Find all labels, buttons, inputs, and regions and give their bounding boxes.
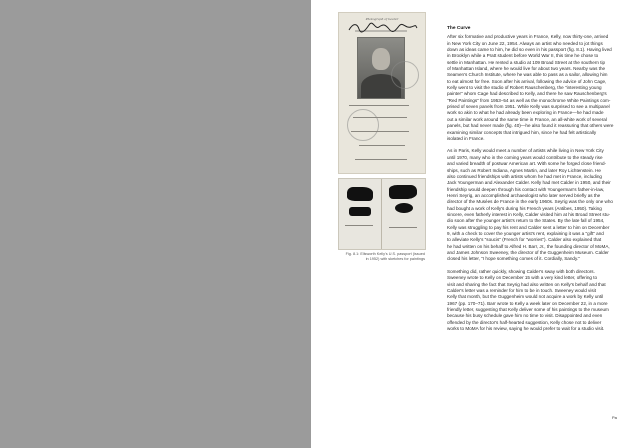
text-line: of Manhattan Island, where he would live for about two years. Nearby was the — [447, 66, 606, 72]
scribble-line — [389, 227, 417, 228]
paragraph — [447, 269, 620, 332]
text-line: and James Johnson Sweeney, the director of the Guggenheim Museum. Calder — [447, 249, 609, 255]
text-line: had bought a work of Kelly's during his French years (Antibes, 1950). Taking — [447, 205, 602, 211]
sketch-shape — [347, 187, 373, 201]
text-line: panels, but had never made (fig. 40)—he also found it reassuring that others were — [447, 123, 614, 129]
text-line: out a similar work around the same time in France, an all-white work of several — [447, 116, 607, 122]
text-line: Sweeney wrote to Kelly on December 15 with a very kind letter, offering to — [447, 275, 598, 281]
stamp-icon — [347, 109, 379, 141]
page-gutter — [381, 179, 382, 249]
text-line: examining similar concepts that intrigued him, since he had felt artistically — [447, 129, 597, 135]
text-line: he had written on his behalf to Alfred H. Barr, Jr., the founding director of MoMA, — [447, 243, 610, 249]
scribble-line — [351, 131, 409, 132]
text-line: to eat almost for free. Soon after his arrival, following the advice of John Cage, — [447, 78, 607, 84]
text-line: Kelly was struggling to pay his rent and Calder sent a letter to him on December — [447, 224, 610, 230]
text-line: sincere, even fatherly interest in Kelly, Calder visited him at his Broad Street stu- — [447, 211, 611, 217]
text-line: to alleviate Kelly's "soucis" (French for "worries"). Calder also explained that — [447, 237, 602, 243]
face — [372, 48, 390, 70]
text-line: Seamen's Church Institute, where he was able to pass as a sailor, allowing him — [447, 72, 608, 78]
sketch-shape — [349, 207, 371, 216]
text-line: closed his letter, "I hope something comes of it. Cordially, Sandy." — [447, 256, 580, 262]
text-line: painter" whom Cage had described to Kelly, and there he saw Rauschenberg's — [447, 91, 607, 97]
text-line: friendship would deepen through his contact with Youngerman's father-in-law, — [447, 186, 605, 192]
paragraph — [447, 34, 620, 142]
scribble-line — [359, 145, 405, 146]
figure-caption — [323, 252, 425, 262]
scribble-line — [353, 117, 407, 118]
passport-header: Photograph of bearer — [365, 17, 399, 21]
text-line: because his busy schedule gave him no time to visit. Disappointed and even — [447, 313, 603, 319]
page-number: Pa — [612, 415, 617, 420]
figure-caption-line: Fig. 8.1: Ellsworth Kelly's U.S. passport (issued — [345, 252, 425, 256]
text-line: until 1970, many who in the coming years would contribute to the steady rise — [447, 154, 603, 160]
book-page — [311, 0, 620, 448]
text-line: 1967 (pp. 170–71). Barr wrote to Kelly a week later on December 22, in a more — [447, 300, 608, 306]
text-line: Jack Youngerman and Alexander Calder. Kelly had met Calder in 1950, and their — [447, 180, 611, 186]
paragraph — [447, 148, 620, 262]
text-line: dio soon after the younger artist's return to the States. By the late fall of 1954, — [447, 218, 605, 224]
seal-icon — [391, 61, 419, 89]
text-line: visit and sharing the fact that Seyrig had also written on Kelly's behalf and that — [447, 281, 606, 287]
scribble-line — [355, 159, 407, 160]
text-line: "Red Paintings" from 1953–54 as well as the monochrome White Paintings com- — [447, 97, 611, 103]
text-line: ships, such as Robert Indiana, Agnes Martin, and later Roy Lichtenstein. He — [447, 167, 601, 173]
scribble-line — [345, 225, 373, 226]
text-line: 9, with a check to cover the younger artist's rent, explaining it was a "gift" and — [447, 230, 604, 236]
text-line: director of the Musées de France in the early 1960s. Seyrig was the only one who — [447, 199, 613, 205]
figure-caption-line: in 1952) with sketches for paintings — [365, 257, 425, 261]
sketch-shape — [395, 203, 413, 213]
text-line: works to MoMA for his review, saying he would prefer to wait for a studio visit. — [447, 326, 605, 332]
text-line: offended by the director's half-hearted suggestion, Kelly chose not to deliver — [447, 319, 602, 325]
sketch-shape — [389, 185, 417, 199]
text-line: Calder's letter was a reminder for him to be in touch. Sweeney would visit — [447, 288, 596, 293]
passport-sketch-page — [338, 178, 426, 250]
text-line: friendly letter, suggesting that Kelly deliver some of his paintings to the museum — [447, 307, 609, 313]
text-line: work so akin to what he had already been exploring in France—he had made — [447, 110, 604, 116]
text-line: After six formative and productive years in France, Kelly, now thirty-one, arrived — [447, 34, 609, 40]
text-line: Something did, rather quickly, showing Calder's sway with both directors. — [447, 268, 595, 274]
text-line: down as ideas came to him, he did so even in his passport (fig. 8.1). Having lived — [447, 47, 612, 53]
body-text-column — [447, 26, 620, 339]
text-line: Henri Seyrig, an accomplished archaeologist who later served briefly as the — [447, 192, 601, 198]
text-line: also continued friendships with artists whom he had met in France, including — [447, 173, 602, 179]
text-line: and varied breadth of postwar American art. With some he forged close friend- — [447, 161, 607, 167]
text-line: Kelly went to visit the studio of Robert Rauschenberg, the "interesting young — [447, 85, 602, 91]
text-line: Kelly that month, but the Guggenheim would not acquire a work by Kelly until — [447, 294, 604, 300]
text-line: in New York City on June 22, 1954. Always an artist who needed to jot things — [447, 40, 603, 46]
section-title: The Curve — [447, 26, 471, 31]
text-line: As in Paris, Kelly would meet a number of artists while living in New York City — [447, 148, 604, 154]
signature-icon — [345, 21, 419, 33]
text-line: settle in Manhattan. He rented a studio at 109 Broad Street at the southern tip — [447, 59, 606, 65]
text-line: isolated in France. — [447, 135, 485, 141]
text-line: prised of seven panels from 1951. While Kelly was surprised to see a multipanel — [447, 104, 610, 110]
scribble-line — [349, 105, 409, 106]
text-line: in Brooklyn while a Pratt student before World War II, this time he chose to — [447, 53, 599, 59]
passport-photo-page — [338, 12, 426, 174]
